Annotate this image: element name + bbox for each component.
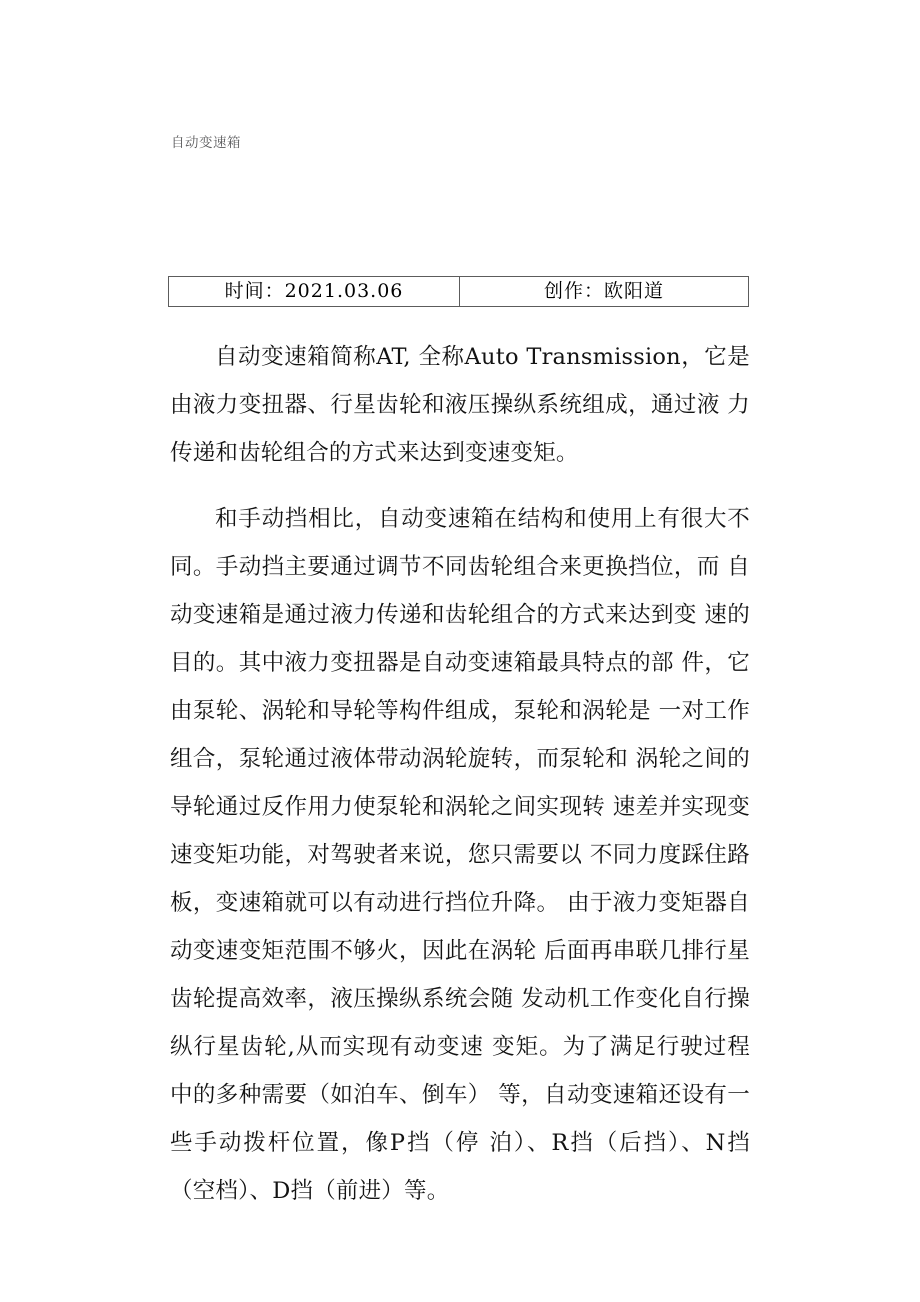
running-header: 自动变速箱: [171, 135, 241, 151]
table-row: [169, 277, 749, 307]
table-cell-time: 时间：2021.03.06: [169, 277, 460, 307]
paragraph-2: 和手动挡相比，自动变速箱在结构和使用上有很大不 同。手动挡主要通过调节不同齿轮组合来更换挡位，而 自动变速箱是通过液力传递和齿轮组合的方式来达到变 速的目的。其中液力变扭器是自动变速箱最具特点的部 件，它由泵轮、涡轮和导轮等构件组成，泵轮和涡轮是 一对工作组合，泵轮通过液体带动涡轮旋转，而泵轮和 涡轮之间的导轮通过反作用力使泵轮和涡轮之间实现转 速差并实现变速变矩功能，对驾驶者来说，您只需要以 不同力度踩住路板，变速箱就可以有动进行挡位升降。 由于液力变矩器自动变速变矩范围不够火，因此在涡轮 后面再串联几排行星齿轮提高效率，液压操纵系统会随 发动机工作变化自行操纵行星齿轮,从而实现有动变速 变矩。为了满足行驶过程中的多种需要（如泊车、倒车） 等，自动变速箱还设有一些手动拨杆位置，像P挡（停 泊）、R挡（后挡）、N挡（空档）、D挡（前进）等。: [170, 506, 750, 1204]
document-body: [170, 333, 750, 1233]
info-table: [168, 276, 749, 307]
paragraph-1: 自动变速箱简称AT, 全称Auto Transmission，它是 由液力变扭器、行星齿轮和液压操纵系统组成，通过液 力传递和齿轮组合的方式来达到变速变矩。: [170, 344, 750, 466]
table-cell-author: 创作：欧阳道: [460, 277, 749, 307]
